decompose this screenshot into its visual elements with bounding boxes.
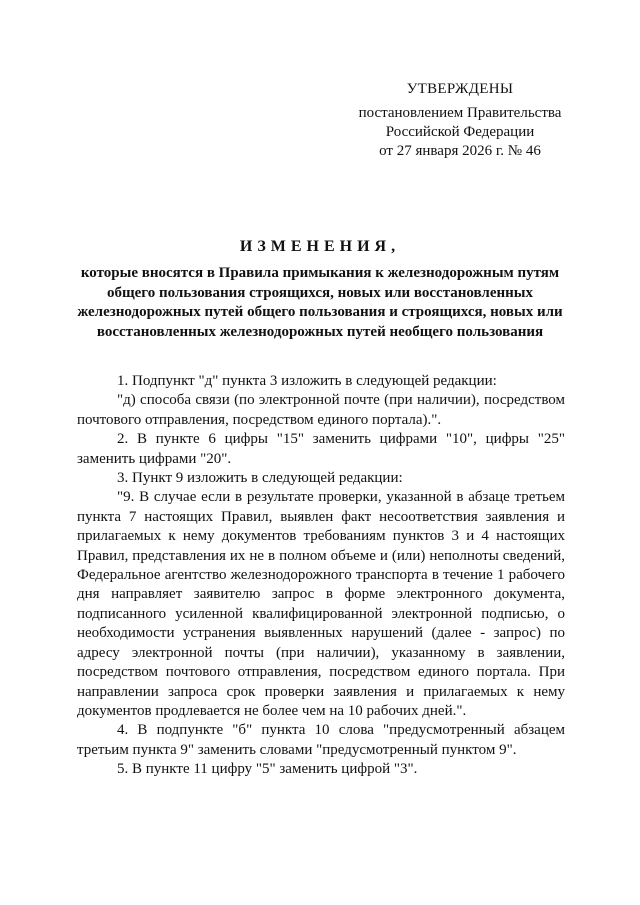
paragraph-2: "д) способа связи (по электронной почте (при наличии), посредством почтового отправления, посредством единого портала).". <box>77 392 565 428</box>
approval-heading: УТВЕРЖДЕНЫ <box>406 81 514 97</box>
approval-line-2: Российской Федерации <box>385 124 535 140</box>
paragraph-4: 3. Пункт 9 изложить в следующей редакции: <box>117 470 403 487</box>
document-subtitle: которые вносятся в Правила примыкания к железнодорожным путям общего пользования строящихся, новых или восстановленных железнодорожных путей общего пользования и строящихся, новых или восстановленных железнодорожных путей необщего пользования <box>77 265 563 340</box>
approval-block <box>340 80 580 161</box>
paragraph-1: 1. Подпункт "д" пункта 3 изложить в следующей редакции: <box>117 373 497 389</box>
paragraph-5: "9. В случае если в результате проверки, указанной в абзаце третьем пункта 7 настоящих Правил, выявлен факт несоответствия заявления и прилагаемых к нему документов требованиям пунктов 3 и 4 настоящих Правил, представления их не в полном объеме и (или) неполноты сведений, Федеральное агентство железнодорожного транспорта в течение 1 рабочего дня направляет заявителю запрос в форме электронного документа, подписанного усиленной квалифицированной электронной подписью, о необходимости устранения выявленных нарушений (далее - запрос) по адресу электронной почты (при наличии), указанному в заявлении, посредством почтового отправления, посредством единого портала. При направлении запроса срок проверки заявления и прилагаемых к нему документов продлевается не более чем на 10 рабочих дней.". <box>77 489 565 719</box>
document-body <box>77 372 565 780</box>
approval-line-3: от 27 января 2026 г. № 46 <box>379 143 541 159</box>
paragraph-6: 4. В подпункте "б" пункта 10 слова "предусмотренный абзацем третьим пункта 9" заменить словами "предусмотренный пунктом 9". <box>77 722 565 758</box>
document-title: ИЗМЕНЕНИЯ, <box>239 238 401 255</box>
paragraph-7: 5. В пункте 11 цифру "5" заменить цифрой "3". <box>117 761 418 778</box>
approval-line-1: постановлением Правительства <box>358 105 562 121</box>
paragraph-3: 2. В пункте 6 цифры "15" заменить цифрами "10", цифры "25" заменить цифрами "20". <box>77 431 565 467</box>
